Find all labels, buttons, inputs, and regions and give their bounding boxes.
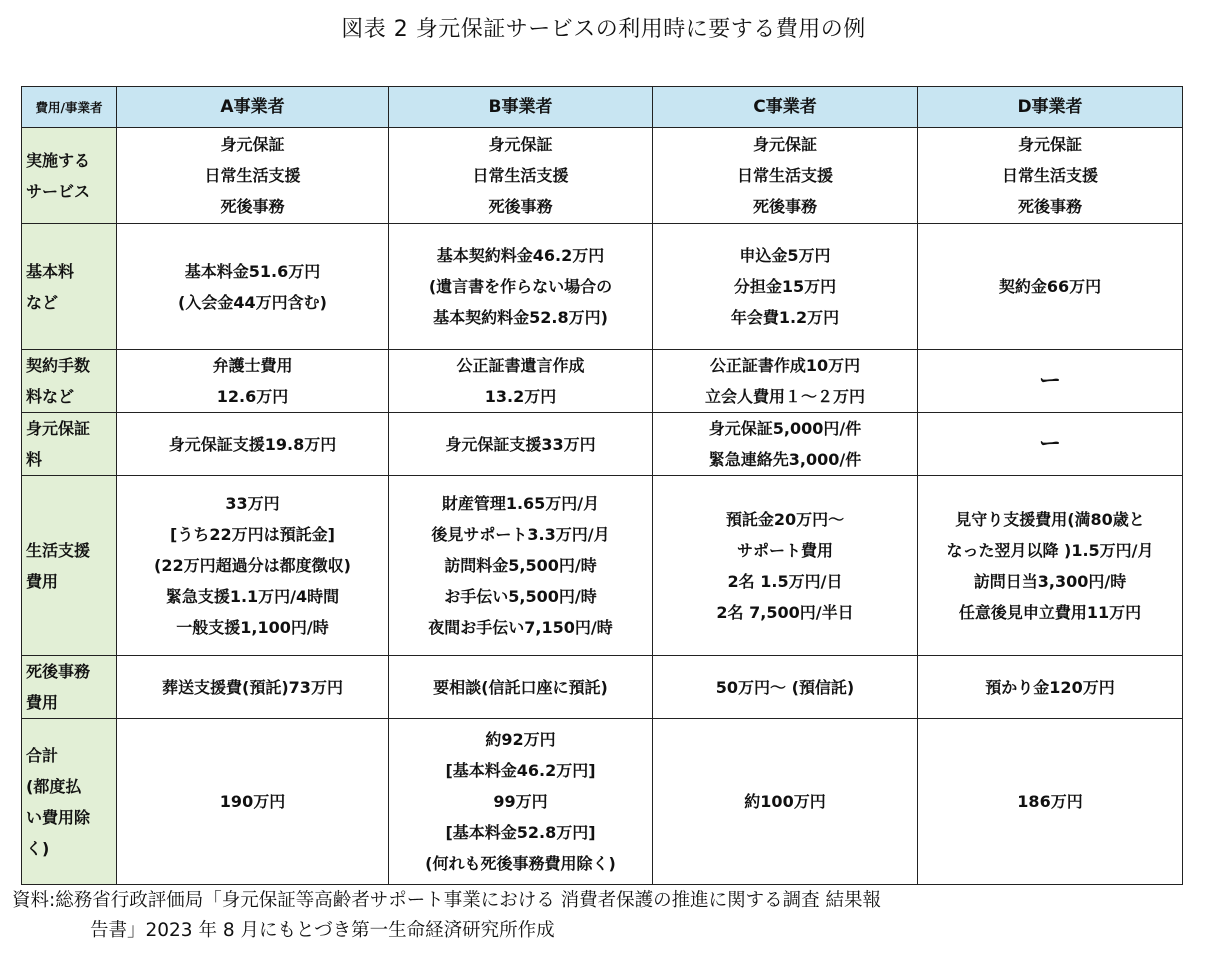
- cell-living-support-a: [117, 476, 389, 656]
- cell-line: ー: [1038, 368, 1061, 394]
- row-label-total: [22, 719, 117, 885]
- header-row: [22, 87, 1183, 128]
- row-label-line: 身元保証: [26, 419, 91, 438]
- row-label-line: 契約手数: [26, 356, 91, 375]
- row-label-line: サービス: [26, 181, 91, 201]
- row-label-line: 生活支援: [26, 540, 91, 560]
- cell-base-fee-c: [653, 224, 918, 350]
- cell-line: 約92万円: [485, 730, 556, 749]
- cost-comparison-table: [21, 86, 1183, 885]
- cell-line: 日常生活支援: [736, 166, 833, 185]
- row-label-line: など: [26, 292, 59, 312]
- cell-base-fee-a: [117, 224, 389, 350]
- cell-line: 99万円: [493, 792, 548, 811]
- row-label-line: 費用: [26, 571, 59, 591]
- cell-line: 見守り支援費用(満80歳と: [955, 509, 1145, 529]
- cell-line: (入会金44万円含む): [178, 292, 327, 312]
- cell-living-support-d: [918, 476, 1183, 656]
- cell-line: 身元保証: [488, 135, 553, 154]
- cell-line: 12.6万円: [216, 387, 289, 406]
- cell-living-support-b: [389, 476, 653, 656]
- cell-guarantee-fee-b: [389, 413, 653, 476]
- cell-line: お手伝い5,500円/時: [444, 587, 597, 606]
- cell-line: 約100万円: [744, 792, 826, 811]
- source-line-1: 資料:総務省行政評価局「身元保証等高齢者サポート事業における 消費者保護の推進に関する調査 結果報: [12, 890, 881, 911]
- cell-line: (遺言書を作らない場合の: [428, 277, 613, 296]
- row-label-living-support: [22, 476, 117, 656]
- cell-line: 日常生活支援: [1001, 166, 1098, 185]
- cell-services-d: [918, 128, 1183, 224]
- cell-line: サポート費用: [736, 540, 833, 560]
- cell-line: [基本料金52.8万円]: [445, 823, 596, 842]
- cell-after-death-c: [653, 656, 918, 719]
- cell-line: 2名 1.5万円/日: [727, 571, 843, 591]
- cell-living-support-c: [653, 476, 918, 656]
- cell-line: 緊急連絡先3,000/件: [708, 450, 862, 469]
- cell-base-fee-d: [918, 224, 1183, 350]
- cell-line: 要相談(信託口座に預託): [433, 677, 608, 697]
- cell-line: 申込金5万円: [739, 246, 831, 265]
- cell-contract-fee-c: [653, 350, 918, 413]
- cell-line: なった翌月以降 )1.5万円/月: [946, 540, 1154, 560]
- row-services: [22, 128, 1183, 224]
- cell-guarantee-fee-c: [653, 413, 918, 476]
- figure-title: 図表 2 身元保証サービスの利用時に要する費用の例: [341, 17, 866, 42]
- corner-header: 費用/事業者: [22, 87, 117, 128]
- cell-line: 33万円: [225, 494, 280, 513]
- cell-total-b: [389, 719, 653, 885]
- row-label-services: [22, 128, 117, 224]
- cell-line: 身元保証: [752, 135, 817, 154]
- cell-line: 夜間お手伝い7,150円/時: [428, 618, 613, 637]
- cell-line: 契約金66万円: [998, 277, 1102, 296]
- cell-contract-fee-b: [389, 350, 653, 413]
- cell-line: 分担金15万円: [733, 277, 837, 296]
- cell-contract-fee-a: [117, 350, 389, 413]
- cell-line: 訪問料金5,500円/時: [444, 556, 597, 575]
- cell-line: 50万円～ (預信託): [715, 677, 855, 697]
- cell-total-c: [653, 719, 918, 885]
- column-header-b: B事業者: [389, 87, 653, 128]
- cell-line: 基本契約料金46.2万円: [436, 246, 605, 265]
- row-after-death: [22, 656, 1183, 719]
- source-note: [12, 886, 1202, 946]
- cell-services-a: [117, 128, 389, 224]
- row-label-line: 費用: [26, 693, 59, 712]
- row-label-contract-fee: [22, 350, 117, 413]
- cell-line: [うち22万円は預託金]: [170, 525, 335, 544]
- cell-line: 日常生活支援: [204, 166, 301, 185]
- cell-line: [基本料金46.2万円]: [445, 761, 596, 780]
- cell-line: 任意後見申立費用11万円: [958, 602, 1142, 622]
- cell-line: 身元保証5,000円/件: [708, 419, 862, 438]
- cell-line: (22万円超過分は都度徴収): [154, 556, 351, 575]
- cell-line: 186万円: [1017, 792, 1083, 811]
- cell-contract-fee-d: [918, 350, 1183, 413]
- row-label-base-fee: [22, 224, 117, 350]
- cell-line: 死後事務: [752, 197, 817, 216]
- cell-guarantee-fee-d: [918, 413, 1183, 476]
- cell-line: 公正証書遺言作成: [456, 356, 585, 375]
- cell-total-a: [117, 719, 389, 885]
- cell-base-fee-b: [389, 224, 653, 350]
- cell-line: 立会人費用１～２万円: [704, 387, 865, 406]
- column-header-d: D事業者: [918, 87, 1183, 128]
- row-base-fee: [22, 224, 1183, 350]
- cell-line: 預かり金120万円: [985, 677, 1115, 697]
- row-label-line: く): [26, 838, 50, 858]
- source-line-2: 告書」2023 年 8 月にもとづき第一生命経済研究所作成: [90, 920, 555, 941]
- row-label-line: (都度払: [26, 776, 82, 796]
- cell-total-d: [918, 719, 1183, 885]
- row-contract-fee: [22, 350, 1183, 413]
- row-label-guarantee-fee: [22, 413, 117, 476]
- cell-line: 公正証書作成10万円: [709, 356, 861, 375]
- cell-services-b: [389, 128, 653, 224]
- row-living-support: [22, 476, 1183, 656]
- cell-line: (何れも死後事務費用除く): [425, 854, 616, 873]
- cell-line: 身元保証: [1017, 135, 1082, 154]
- row-label-line: 合計: [26, 745, 59, 765]
- cell-line: 弁護士費用: [212, 356, 293, 375]
- cell-after-death-b: [389, 656, 653, 719]
- cell-line: 2名 7,500円/半日: [716, 602, 854, 622]
- cell-line: 後見サポート3.3万円/月: [431, 525, 610, 544]
- column-header-a: A事業者: [117, 87, 389, 128]
- row-label-line: 料など: [26, 387, 75, 406]
- cell-line: 死後事務: [488, 197, 553, 216]
- cell-line: 基本料金51.6万円: [184, 261, 321, 281]
- cell-line: 年会費1.2万円: [730, 308, 840, 327]
- cell-line: 訪問日当3,300円/時: [973, 571, 1127, 591]
- row-label-line: い費用除: [26, 807, 91, 827]
- cell-line: 13.2万円: [484, 387, 557, 406]
- cell-services-c: [653, 128, 918, 224]
- cell-line: 身元保証: [220, 135, 285, 154]
- cell-line: 基本契約料金52.8万円): [433, 308, 608, 327]
- cell-line: 緊急支援1.1万円/4時間: [165, 587, 340, 606]
- cell-line: 日常生活支援: [472, 166, 569, 185]
- row-label-line: 基本料: [26, 261, 75, 281]
- row-label-after-death: [22, 656, 117, 719]
- row-total: [22, 719, 1183, 885]
- cell-line: 預託金20万円～: [725, 509, 845, 529]
- cell-after-death-d: [918, 656, 1183, 719]
- row-guarantee-fee: [22, 413, 1183, 476]
- cell-after-death-a: [117, 656, 389, 719]
- cell-line: 身元保証支援33万円: [445, 434, 596, 454]
- cell-guarantee-fee-a: [117, 413, 389, 476]
- cell-line: 一般支援1,100円/時: [176, 618, 329, 637]
- column-header-c: C事業者: [653, 87, 918, 128]
- cell-line: 葬送支援費(預託)73万円: [162, 677, 343, 697]
- row-label-line: 実施する: [26, 150, 91, 170]
- cell-line: 190万円: [219, 792, 286, 811]
- row-label-line: 料: [26, 450, 43, 469]
- cell-line: ー: [1038, 431, 1061, 457]
- cell-line: 身元保証支援19.8万円: [168, 434, 337, 454]
- row-label-line: 死後事務: [26, 662, 91, 681]
- cell-line: 死後事務: [220, 197, 285, 216]
- cell-line: 財産管理1.65万円/月: [441, 494, 600, 513]
- cell-line: 死後事務: [1017, 197, 1082, 216]
